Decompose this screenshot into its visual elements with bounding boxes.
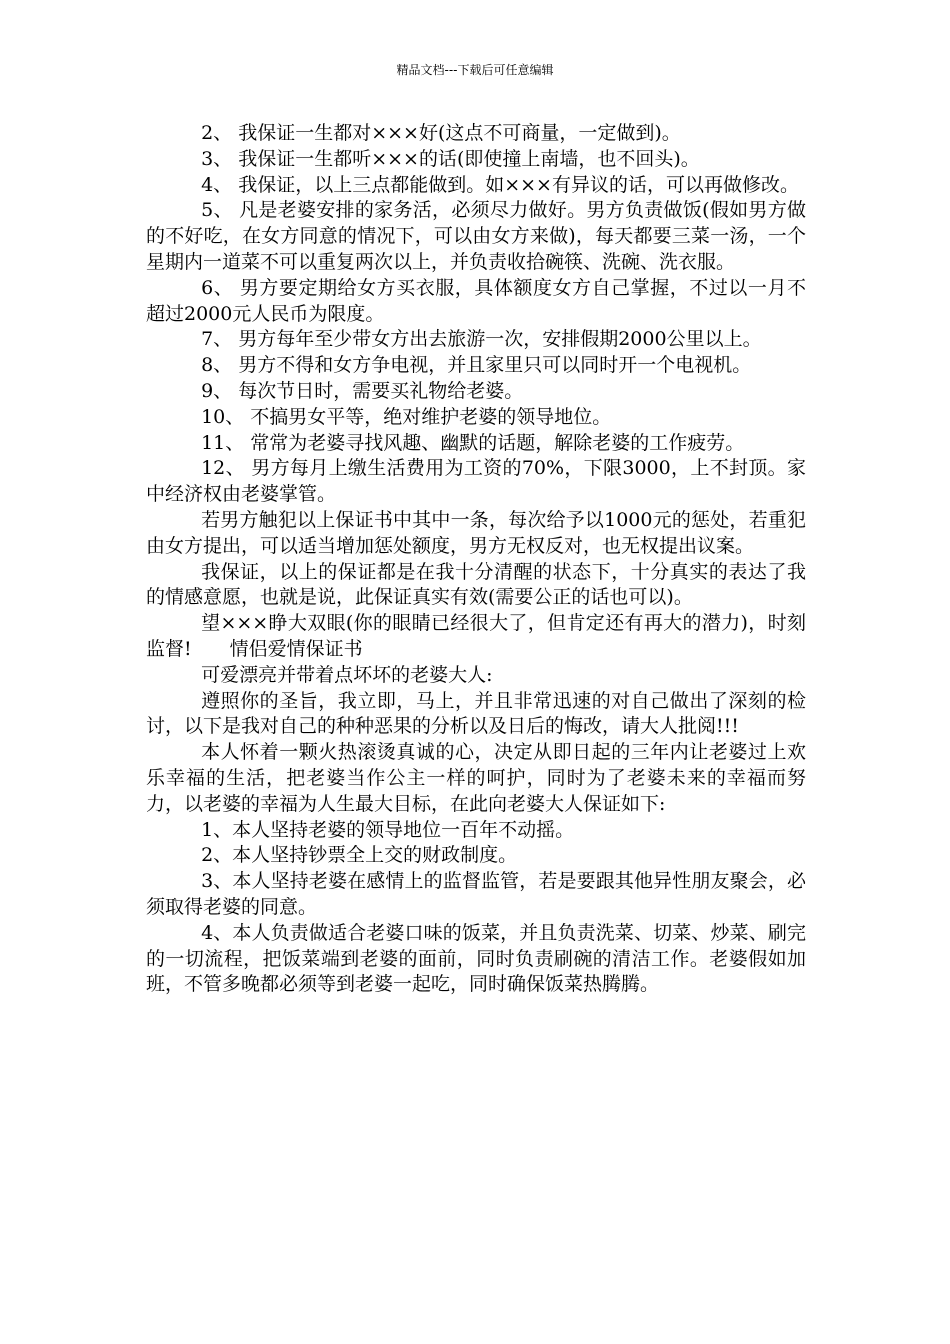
paragraph-supervision: 望×××睁大双眼(你的眼睛已经很大了，但肯定还有再大的潜力)，时刻监督! 情侣爱情保证书	[146, 612, 806, 660]
paragraph-penalty: 若男方触犯以上保证书中其中一条，每次给予以1000元的惩处，若重犯由女方提出，可以适当增加惩处额度，男方无权反对，也无权提出议案。	[146, 508, 806, 557]
paragraph-item-8: 8、 男方不得和女方争电视，并且家里只可以同时开一个电视机。	[201, 354, 752, 377]
paragraph-item-10: 10、 不搞男女平等，绝对维护老婆的领导地位。	[201, 405, 612, 428]
paragraph-promise-4: 4、本人负责做适合老婆口味的饭菜，并且负责洗菜、切菜、炒菜、刷完的一切流程，把饭菜端到老婆的面前，同时负责刷碗的清洁工作。老婆假如加班，不管多晚都必须等到老婆一起吃，同时确保饭菜热腾腾。	[146, 921, 806, 996]
paragraph-item-12: 12、 男方每月上缴生活费用为工资的70%，下限3000，上不封顶。家中经济权由老婆掌管。	[146, 457, 806, 506]
paragraph-promise-3: 3、本人坚持老婆在感情上的监督监管，若是要跟其他异性朋友聚会，必须取得老婆的同意。	[146, 870, 806, 918]
paragraph-declaration: 我保证，以上的保证都是在我十分清醒的状态下，十分真实的表达了我的情感意愿，也就是说，此保证真实有效(需要公正的话也可以)。	[146, 560, 806, 609]
paragraph-item-5: 5、 凡是老婆安排的家务活，必须尽力做好。男方负责做饭(假如男方做的不好吃，在女方同意的情况下，可以由女方来做)，每天都要三菜一汤，一个星期内一道菜不可以重复两次以上，并负责收拾碗筷、洗碗、洗衣服。	[146, 199, 806, 273]
paragraph-item-7: 7、 男方每年至少带女方出去旅游一次，安排假期2000公里以上。	[201, 328, 762, 351]
paragraph-item-3: 3、 我保证一生都听×××的话(即使撞上南墙，也不回头)。	[201, 147, 700, 170]
paragraph-promise-1: 1、本人坚持老婆的领导地位一百年不动摇。	[201, 818, 575, 841]
paragraph-promise-2: 2、本人坚持钞票全上交的财政制度。	[201, 844, 518, 867]
paragraph-salutation: 可爱漂亮并带着点坏坏的老婆大人:	[201, 663, 493, 686]
paragraph-intro: 遵照你的圣旨，我立即，马上，并且非常迅速的对自己做出了深刻的检讨，以下是我对自己的种种恶果的分析以及日后的悔改，请大人批阅!!!	[146, 689, 806, 738]
paragraph-item-4: 4、 我保证，以上三点都能做到。如×××有异议的话，可以再做修改。	[201, 173, 799, 196]
document-body	[146, 121, 806, 998]
page-header: 精品文档---下载后可任意编辑	[396, 63, 554, 77]
paragraph-item-11: 11、 常常为老婆寻找风趣、幽默的话题，解除老婆的工作疲劳。	[201, 431, 745, 454]
paragraph-pledge: 本人怀着一颗火热滚烫真诚的心，决定从即日起的三年内让老婆过上欢乐幸福的生活，把老婆当作公主一样的呵护，同时为了老婆未来的幸福而努力，以老婆的幸福为人生最大目标，在此向老婆大人保证如下:	[146, 741, 806, 815]
paragraph-item-6: 6、 男方要定期给女方买衣服，具体额度女方自己掌握，不过以一月不超过2000元人民币为限度。	[146, 276, 806, 325]
paragraph-item-2: 2、 我保证一生都对×××好(这点不可商量，一定做到)。	[201, 122, 681, 144]
paragraph-item-9: 9、 每次节日时，需要买礼物给老婆。	[201, 379, 524, 402]
